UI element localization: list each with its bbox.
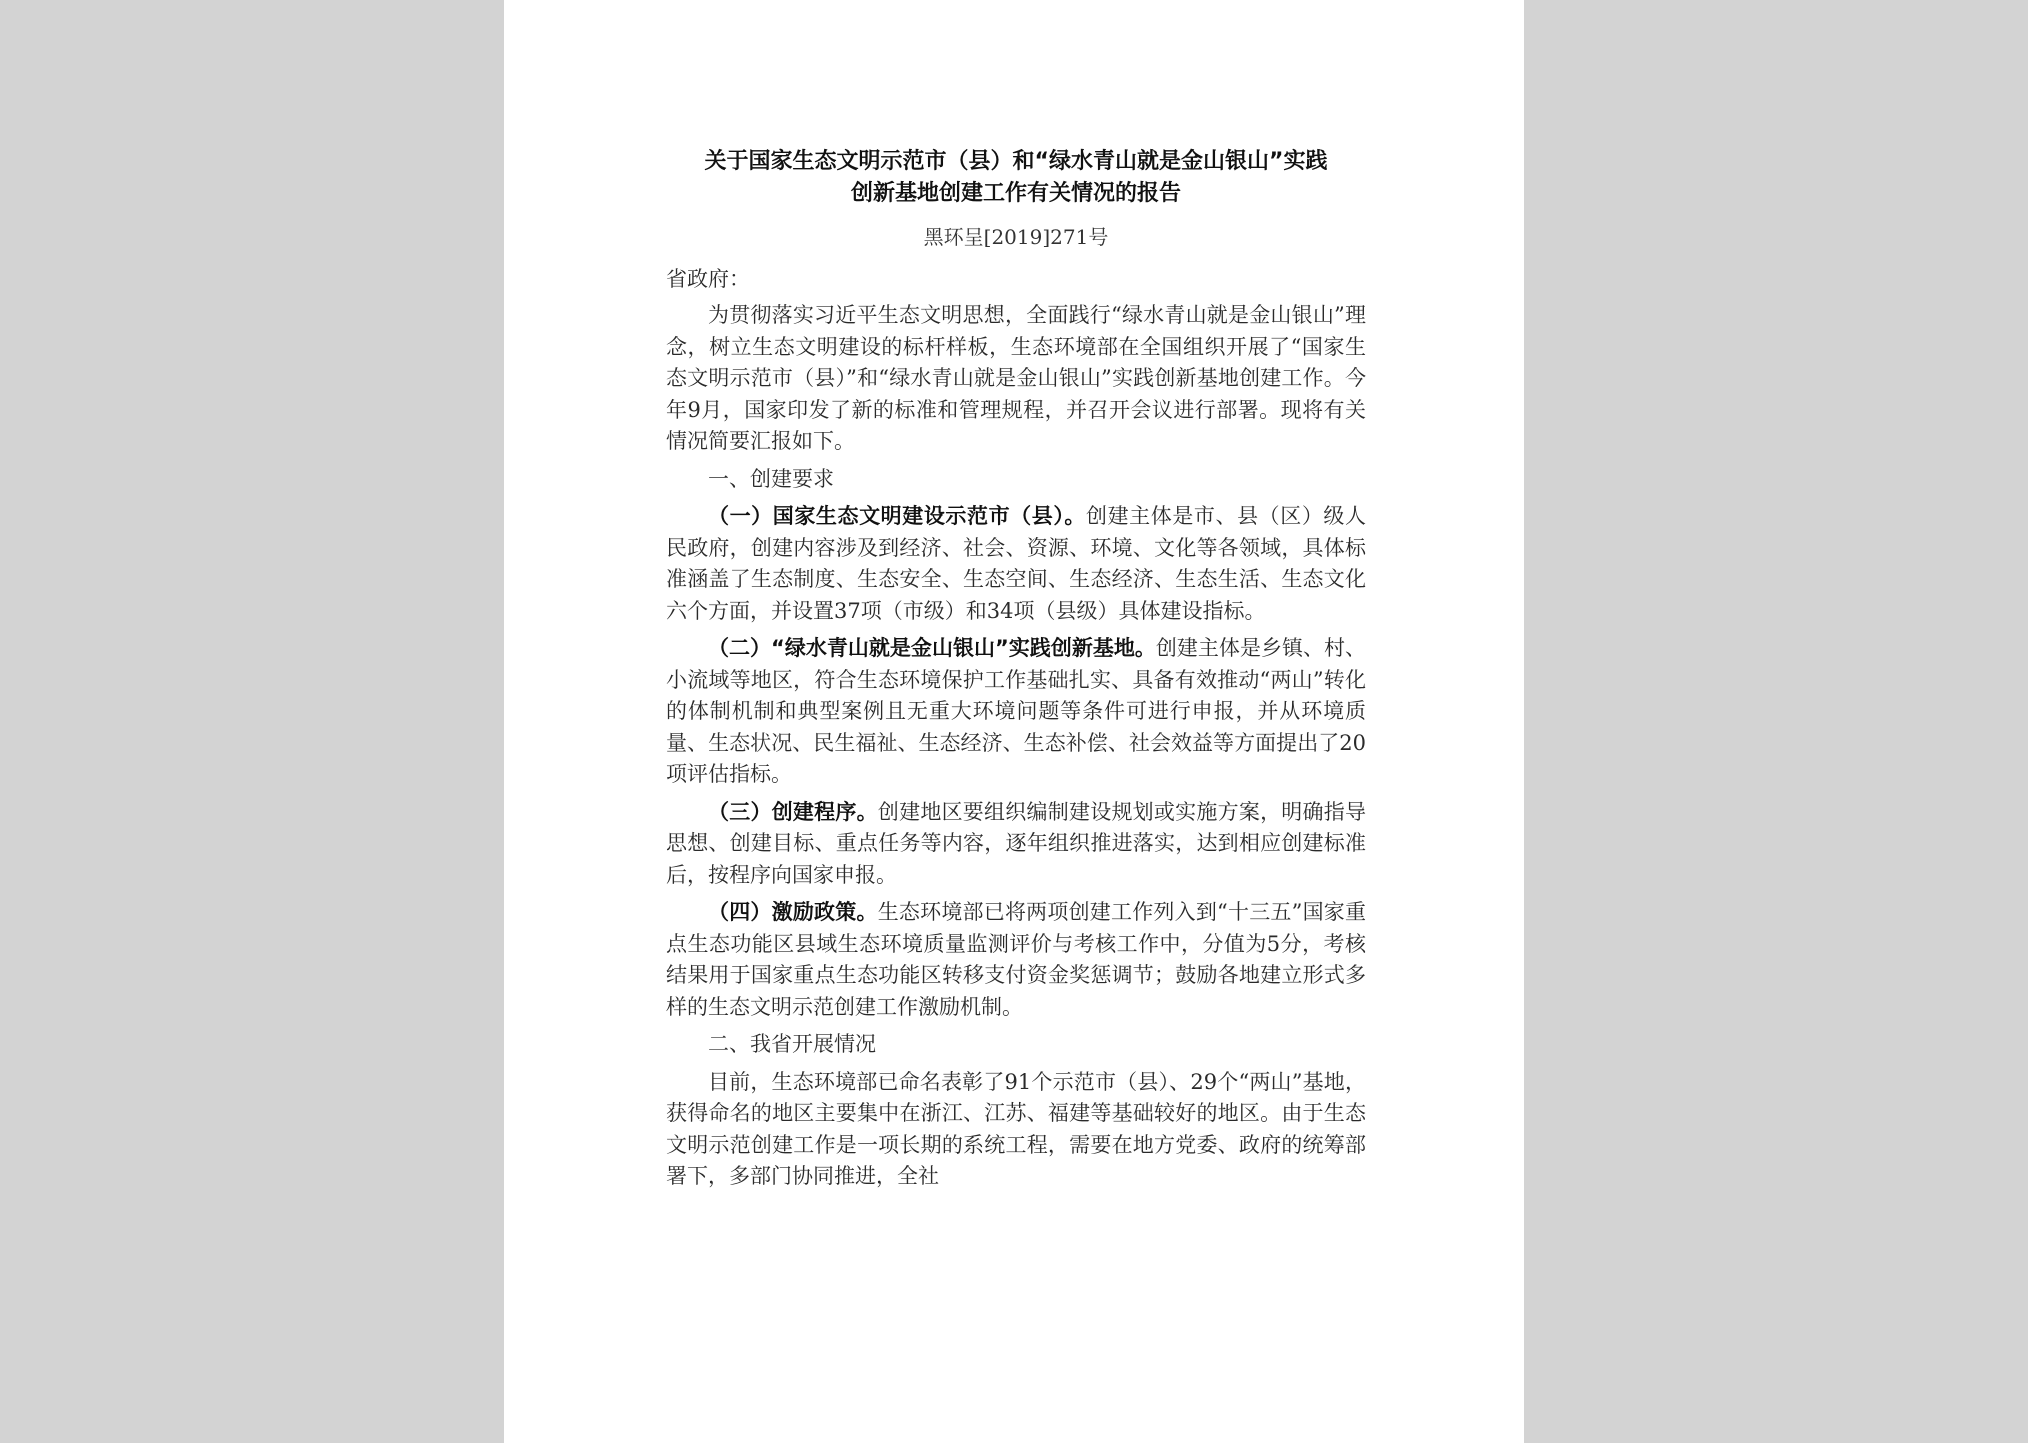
item-3-body: 创建地区要组织编制建设规划或实施方案，明确指导思想、创建目标、重点任务等内容，逐年组织推进落实，达到相应创建标准后，按程序向国家申报。 [666,799,1367,887]
intro-paragraph: 为贯彻落实习近平生态文明思想，全面践行“绿水青山就是金山银山”理念，树立生态文明建设的标杆样板，生态环境部在全国组织开展了“国家生态文明示范市（县）”和“绿水青山就是金山银山”实践创新基地创建工作。今年9月，国家印发了新的标准和管理规程，并召开会议进行部署。现将有关情况简要汇报如下。 [666,303,1366,453]
document-page [504,0,1524,1443]
section-1-heading: 一、创建要求 [708,466,834,491]
item-4-paragraph [666,897,1366,1023]
item-4-heading: （四）激励政策。 [708,900,878,924]
salutation: 省政府： [666,267,750,291]
item-1-paragraph [666,501,1366,627]
document-number: 黑环呈[2019]271号 [923,225,1109,249]
item-2-heading: （二）“绿水青山就是金山银山”实践创新基地。 [708,636,1156,660]
title-line-1: 关于国家生态文明示范市（县）和“绿水青山就是金山银山”实践 [704,149,1328,174]
title-line-2: 创新基地创建工作有关情况的报告 [850,181,1181,206]
item-1-heading: （一）国家生态文明建设示范市（县）。 [708,504,1086,528]
item-1-body: 创建主体是市、县（区）级人民政府，创建内容涉及到经济、社会、资源、环境、文化等各领域，具体标准涵盖了生态制度、生态安全、生态空间、生态经济、生态生活、生态文化六个方面，并设置37项（市级）和34项（县级）具体建设指标。 [666,504,1366,623]
section-2-heading: 二、我省开展情况 [708,1032,876,1056]
document-title [666,146,1366,210]
item-2-body: 创建主体是乡镇、村、小流域等地区，符合生态环境保护工作基础扎实、具备有效推动“两山”转化的体制机制和典型案例且无重大环境问题等条件可进行申报，并从环境质量、生态状况、民生福祉、生态经济、生态补偿、社会效益等方面提出了20项评估指标。 [666,636,1367,786]
section-2-paragraph: 目前，生态环境部已命名表彰了91个示范市（县）、29个“两山”基地，获得命名的地区主要集中在浙江、江苏、福建等基础较好的地区。由于生态文明示范创建工作是一项长期的系统工程，需要在地方党委、政府的统筹部署下，多部门协同推进，全社 [666,1069,1366,1188]
page-content [666,146,1366,1193]
item-2-paragraph [666,633,1366,791]
item-4-body: 生态环境部已将两项创建工作列入到“十三五”国家重点生态功能区县域生态环境质量监测评价与考核工作中，分值为5分，考核结果用于国家重点生态功能区转移支付资金奖惩调节；鼓励各地建立形式多样的生态文明示范创建工作激励机制。 [666,900,1366,1019]
item-3-heading: （三）创建程序。 [708,799,878,824]
item-3-paragraph [666,797,1366,892]
